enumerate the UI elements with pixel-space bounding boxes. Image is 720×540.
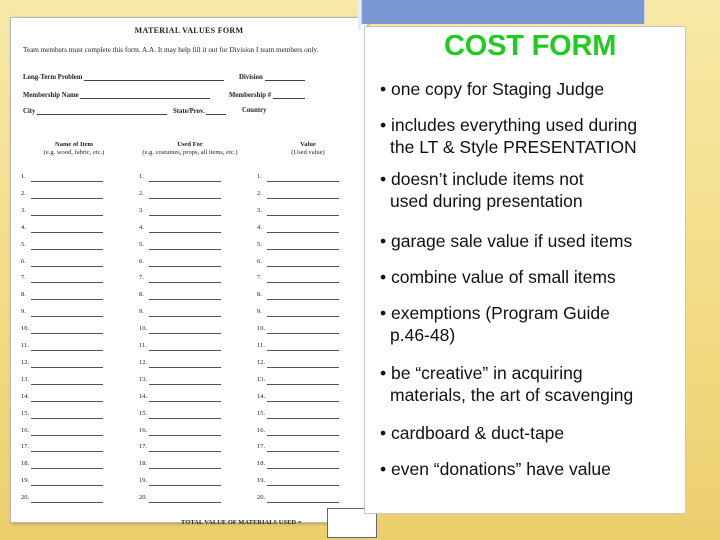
- row-number: 2.: [257, 189, 262, 197]
- bullet-item: • one copy for Staging Judge: [380, 79, 605, 99]
- form-row-entry: [257, 493, 339, 503]
- row-number: 10.: [139, 325, 148, 333]
- row-number: 7.: [21, 274, 26, 282]
- form-row-entry: [21, 189, 103, 199]
- form-row-entry: [21, 324, 103, 334]
- blank-line: [149, 428, 221, 436]
- blank-line: [149, 394, 221, 402]
- blank-line: [31, 478, 103, 486]
- blank-line: [267, 259, 339, 267]
- row-number: 15.: [139, 409, 148, 417]
- row-number: 4.: [139, 223, 144, 231]
- blank-line: [31, 174, 103, 182]
- row-number: 5.: [139, 240, 144, 248]
- blank-line: [267, 191, 339, 199]
- form-row-entry: [139, 307, 221, 317]
- row-number: 9.: [257, 308, 262, 316]
- form-row-entry: [257, 240, 339, 250]
- blank-line: [267, 326, 339, 334]
- blank-line: [267, 411, 339, 419]
- blank-line: [149, 495, 221, 503]
- form-row-entry: [21, 273, 103, 283]
- slide-title: COST FORM: [444, 30, 617, 62]
- form-row-entry: [139, 223, 221, 233]
- blank-line: [149, 377, 221, 385]
- form-row-entry: [139, 290, 221, 300]
- row-number: 3.: [257, 206, 262, 214]
- form-row-entry: [139, 476, 221, 486]
- blank-line: [149, 444, 221, 452]
- form-row-entry: [257, 409, 339, 419]
- row-number: 16.: [257, 426, 266, 434]
- form-row-entry: [139, 442, 221, 452]
- form-row-entry: [21, 240, 103, 250]
- form-instructions: Team members must complete this form. A.A. It may help fill it out for Division I team members only.: [23, 46, 319, 54]
- bullet-list: [380, 78, 700, 488]
- row-number: 4.: [21, 223, 26, 231]
- blank-line: [149, 292, 221, 300]
- form-row-entry: [257, 273, 339, 283]
- row-number: 8.: [21, 291, 26, 299]
- blank-line: [149, 309, 221, 317]
- blank-line: [267, 461, 339, 469]
- form-row-entry: [257, 392, 339, 402]
- row-number: 15.: [21, 409, 30, 417]
- bullet-item: • garage sale value if used items: [380, 231, 633, 251]
- blank-line: [149, 343, 221, 351]
- field-country: Country: [242, 107, 267, 114]
- column-name-of-item: Name of Item (e.g. wood, fabric, etc.): [43, 141, 105, 156]
- total-label: TOTAL VALUE OF MATERIALS USED =: [181, 519, 302, 526]
- row-number: 13.: [257, 375, 266, 383]
- row-number: 10.: [257, 325, 266, 333]
- bullet-item: • cardboard & duct-tape: [380, 423, 565, 443]
- row-number: 7.: [257, 274, 262, 282]
- field-membership-name: Membership Name: [23, 91, 210, 99]
- bullet-item: • doesn’t include items not used during presentation: [380, 169, 584, 211]
- row-number: 4.: [257, 223, 262, 231]
- blank-line: [267, 208, 339, 216]
- row-number: 18.: [257, 460, 266, 468]
- form-row-entry: [257, 290, 339, 300]
- form-row-entry: [139, 493, 221, 503]
- blank-line: [267, 225, 339, 233]
- blank-line: [267, 495, 339, 503]
- blank-line: [267, 478, 339, 486]
- form-title: MATERIAL VALUES FORM: [134, 26, 244, 35]
- row-number: 6.: [257, 257, 262, 265]
- bullet-item: • be “creative” in acquiring materials, the art of scavenging: [380, 363, 634, 405]
- form-row-entry: [21, 476, 103, 486]
- blank-line: [31, 242, 103, 250]
- blank-line: [31, 326, 103, 334]
- form-row-entry: [21, 375, 103, 385]
- form-row-entry: [21, 459, 103, 469]
- blank-line: [31, 428, 103, 436]
- row-number: 18.: [139, 460, 148, 468]
- row-number: 17.: [21, 443, 30, 451]
- blank-line: [267, 360, 339, 368]
- column-used-for: Used For (e.g. costumes, props, all items, etc.): [142, 141, 238, 156]
- form-row-entry: [257, 426, 339, 436]
- blank-line: [149, 225, 221, 233]
- blank-line: [31, 394, 103, 402]
- blank-line: [149, 174, 221, 182]
- row-number: 5.: [21, 240, 26, 248]
- form-row-entry: [21, 426, 103, 436]
- row-number: 10.: [21, 325, 30, 333]
- blank-line: [31, 461, 103, 469]
- form-row-entry: [21, 223, 103, 233]
- form-row-entry: [21, 206, 103, 216]
- row-number: 14.: [139, 392, 148, 400]
- blank-line: [31, 360, 103, 368]
- row-number: 19.: [21, 477, 30, 485]
- row-number: 14.: [21, 392, 30, 400]
- blank-line: [31, 208, 103, 216]
- material-values-form-image: [10, 17, 368, 526]
- form-row-entry: [139, 172, 221, 182]
- row-number: 12.: [139, 358, 148, 366]
- row-number: 7.: [139, 274, 144, 282]
- blank-line: [31, 275, 103, 283]
- blank-line: [31, 309, 103, 317]
- row-number: 2.: [139, 189, 144, 197]
- field-division: Division: [239, 73, 305, 81]
- form-row-entry: [257, 341, 339, 351]
- row-number: 20.: [21, 494, 30, 502]
- row-number: 13.: [139, 375, 148, 383]
- form-row-entry: [139, 257, 221, 267]
- form-row-entry: [257, 189, 339, 199]
- blank-line: [267, 174, 339, 182]
- form-row-entry: [21, 493, 103, 503]
- field-state: State/Prov.: [173, 107, 226, 115]
- blank-line: [31, 259, 103, 267]
- row-number: 19.: [139, 477, 148, 485]
- row-number: 17.: [139, 443, 148, 451]
- bullet-item: • even “donations” have value: [380, 459, 611, 479]
- blank-line: [149, 360, 221, 368]
- row-number: 6.: [21, 257, 26, 265]
- blank-line: [149, 242, 221, 250]
- row-number: 8.: [257, 291, 262, 299]
- row-number: 1.: [21, 173, 26, 180]
- form-row-entry: [257, 257, 339, 267]
- form-row-entry: [21, 290, 103, 300]
- blank-line: [149, 326, 221, 334]
- form-row-entry: [139, 375, 221, 385]
- blank-line: [267, 394, 339, 402]
- row-number: 9.: [139, 308, 144, 316]
- form-row-entry: [21, 341, 103, 351]
- blank-line: [149, 191, 221, 199]
- row-number: 12.: [21, 358, 30, 366]
- row-number: 11.: [257, 342, 265, 349]
- field-problem: Long-Term Problem: [23, 73, 224, 81]
- form-row-entry: [257, 476, 339, 486]
- form-row-entry: [257, 459, 339, 469]
- form-row-entry: [257, 324, 339, 334]
- form-row-entry: [139, 206, 221, 216]
- row-number: 12.: [257, 358, 266, 366]
- form-row-entry: [139, 409, 221, 419]
- blank-line: [31, 225, 103, 233]
- blank-line: [267, 444, 339, 452]
- form-row-entry: [21, 392, 103, 402]
- row-number: 3.: [139, 206, 144, 214]
- row-number: 11.: [21, 342, 29, 349]
- blank-line: [267, 377, 339, 385]
- blank-line: [267, 428, 339, 436]
- blank-line: [149, 461, 221, 469]
- blank-line: [31, 495, 103, 503]
- blank-line: [31, 343, 103, 351]
- form-row-entry: [257, 223, 339, 233]
- blue-accent-tab: [361, 0, 645, 24]
- form-row-entry: [257, 206, 339, 216]
- form-row-entry: [139, 189, 221, 199]
- bullet-item: • combine value of small items: [380, 267, 616, 287]
- blank-line: [31, 191, 103, 199]
- row-number: 8.: [139, 291, 144, 299]
- form-row-entry: [139, 341, 221, 351]
- form-row-entry: [139, 426, 221, 436]
- form-row-entry: [139, 240, 221, 250]
- form-row-entry: [21, 358, 103, 368]
- form-row-entry: [21, 307, 103, 317]
- form-row-entry: [139, 459, 221, 469]
- row-number: 3.: [21, 206, 26, 214]
- row-number: 13.: [21, 375, 30, 383]
- form-row-entry: [21, 442, 103, 452]
- form-row-entry: [257, 442, 339, 452]
- blank-line: [267, 292, 339, 300]
- row-number: 1.: [257, 173, 262, 180]
- blank-line: [267, 309, 339, 317]
- row-number: 14.: [257, 392, 266, 400]
- form-row-entry: [257, 358, 339, 368]
- field-city: City: [23, 107, 167, 115]
- blank-line: [149, 275, 221, 283]
- blank-line: [31, 377, 103, 385]
- row-number: 15.: [257, 409, 266, 417]
- field-membership-no: Membership #: [229, 91, 305, 99]
- form-row-entry: [257, 375, 339, 385]
- column-value: Value (Used value): [291, 141, 325, 156]
- form-row-entry: [21, 409, 103, 419]
- row-number: 5.: [257, 240, 262, 248]
- form-row-entry: [139, 273, 221, 283]
- form-row-entry: [21, 257, 103, 267]
- blank-line: [31, 444, 103, 452]
- row-number: 19.: [257, 477, 266, 485]
- row-number: 11.: [139, 342, 147, 349]
- row-number: 6.: [139, 257, 144, 265]
- row-number: 9.: [21, 308, 26, 316]
- blank-line: [31, 292, 103, 300]
- blank-line: [149, 208, 221, 216]
- row-number: 16.: [139, 426, 148, 434]
- blank-line: [149, 259, 221, 267]
- blank-line: [267, 275, 339, 283]
- row-number: 1.: [139, 173, 144, 180]
- form-row-entry: [139, 392, 221, 402]
- row-number: 20.: [257, 494, 266, 502]
- row-number: 17.: [257, 443, 266, 451]
- row-number: 18.: [21, 460, 30, 468]
- form-row-entry: [139, 324, 221, 334]
- row-number: 16.: [21, 426, 30, 434]
- blank-line: [149, 411, 221, 419]
- form-row-entry: [257, 307, 339, 317]
- form-row-entry: [257, 172, 339, 182]
- blank-line: [267, 343, 339, 351]
- bullet-item: • includes everything used during the LT & Style PRESENTATION: [380, 115, 638, 157]
- form-row-entry: [21, 172, 103, 182]
- form-row-entry: [139, 358, 221, 368]
- blank-line: [149, 478, 221, 486]
- bullet-item: • exemptions (Program Guide p.46-48): [380, 303, 610, 345]
- row-number: 2.: [21, 189, 26, 197]
- blank-line: [267, 242, 339, 250]
- row-number: 20.: [139, 494, 148, 502]
- blank-line: [31, 411, 103, 419]
